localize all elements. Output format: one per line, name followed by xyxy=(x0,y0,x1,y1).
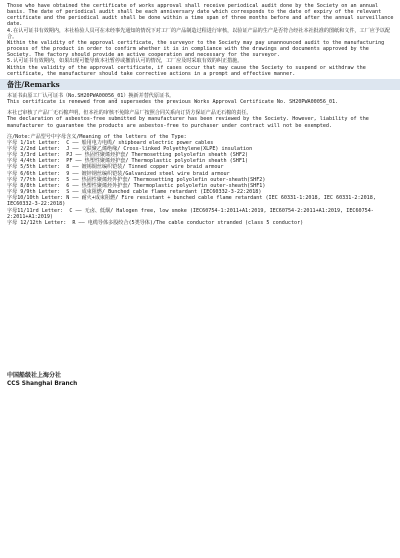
letter-meaning-3: 字母 3/3rd Letter: PJ —— 热固性聚烯烃护套/ Thermosetting polyolefin sheath (SHF2) xyxy=(7,152,249,159)
letter-meaning-5: 字母 5/5th Letter: 8 —— 镀锡铜丝编织铠装/ Tinned copper wire braid armour xyxy=(7,164,224,171)
asbestos-note-en: The declaration of asbestos-free submitted by manufacturer has been reviewed by the Society. However, liability of the manufacturer to guarantee the products are asbestos-free to purchaser under contract will not be exempted. xyxy=(7,116,372,129)
asbestos-note-cn: 本社已审核了产品厂无石棉声明，但本社的审核不免除产品厂按照合同关系向订货方保证产品无石棉的责任。 xyxy=(7,110,252,117)
conditions-section xyxy=(7,3,396,77)
renewal-note-cn: 本证书由原工厂认可证书（No.SH20PWA00056_01）换新并替代原证书。 xyxy=(7,92,175,99)
renewal-note-en: This certificate is renewed from and supersedes the previous Works Approval Certificate No. SH20PWA00056_01. xyxy=(7,99,339,106)
letter-meaning-9: 字母 9/9th Letter: S —— 成束阻燃/ Bunched cable flame retardant (IEC60332-3-22:2018) xyxy=(7,189,262,196)
letter-meaning-8: 字母 8/8th Letter: 6 —— 热塑性聚烯烃外护套/ Thermoplastic polyolefin outer-sheath(SHF1) xyxy=(7,182,266,189)
letter-meaning-4: 字母 4/4th Letter: PF —— 热塑性聚烯烃护套/ Thermoplastic polyolefin sheath (SHF1) xyxy=(7,158,249,165)
type-note-title: 注/Note:产品型号中字母含义/Meaning of the letters of the Type: xyxy=(7,133,187,140)
unannounced-audit-en: Within the validity of the approval certificate, the surveyor to the Society may pay unannounced audit to the manufacturing process of the product in order to confirm whether it is in compliance with the drawings and documents approved by the Society. The factory should provide an active cooperation and necessary for the surveyor. xyxy=(7,39,388,59)
corrective-action-en: Within the validity of the approval certificate, if cases occur that may cause the Society to suspend or withdraw the certificate, the manufacturer should take corrective actions in a prompt and effective manner. xyxy=(7,64,369,77)
letter-meaning-1: 字母 1/1st Letter: C —— 船用电力电缆/ shipboard electric power cables xyxy=(7,139,214,146)
corrective-action-cn: 5.认可证书有效期内，如果出现可能导致本社暂停或撤消认可的情况，工厂应及时采取有效的纠正措施。 xyxy=(7,58,243,65)
letter-meaning-11: 字母11/11rd Letter: C —— 无卤、低烟/ Halogen free, low smoke (IEC60754-1:2011+A1:2019, IEC60754-2:2011+A1:2019, IEC60754-2:2011+A1:2019) xyxy=(7,207,374,220)
letter-meaning-6: 字母 6/6th Letter: 9 —— 镀锌钢丝编织铠装/Galvanized steel wire braid armour xyxy=(7,170,230,177)
issuer-footer xyxy=(7,372,77,388)
letter-meaning-2: 字母 2/2nd Letter: J —— 交联聚乙烯绝缘/ Cross-linked Polyethylene(XLPE) insulation xyxy=(7,145,253,152)
letter-meaning-10: 字母10/10th Letter: N —— 耐火+成束阻燃/ Fire resistant + bunched cable flame retardant (IEC 60331-1:2018, IEC 60331-2:2018, IEC60332-3-22:2018) xyxy=(7,195,379,208)
issuer-name-cn: 中国船级社上海分社 xyxy=(7,372,62,379)
letter-meaning-7: 字母 7/7th Letter: 5 —— 热固性聚烯烃外护套/ Thermosetting polyolefin outer-sheath(SHF2) xyxy=(7,176,266,183)
unannounced-audit-cn: 4.在认可证书有效期内，本社检验人员可在未经事先通知的情况下对工厂的产品制造过程进行审核，以验证产品的生产是否符合经社本社批准的图纸和文件，工厂应予以配合。 xyxy=(7,27,391,40)
audit-condition-en: Those who have obtained the certificate of works approval shall receive periodical audit done by the Society on an annual basis. The date of periodical audit shall be each anniversary date which corresponds to the date of expiry of the relevant certificate and the periodical audit shall be done within a time span of three months before and after the annual surveillance date. xyxy=(7,3,397,28)
issuer-name-en: CCS Shanghai Branch xyxy=(7,381,78,387)
remarks-header: 备注/Remarks xyxy=(0,79,400,90)
letter-meaning-12: 字母 12/12th Letter: R —— 电缆导体多股绞合(5类导体)/The cable conductor stranded (class 5 conductor) xyxy=(7,219,304,226)
remarks-section xyxy=(7,93,396,226)
